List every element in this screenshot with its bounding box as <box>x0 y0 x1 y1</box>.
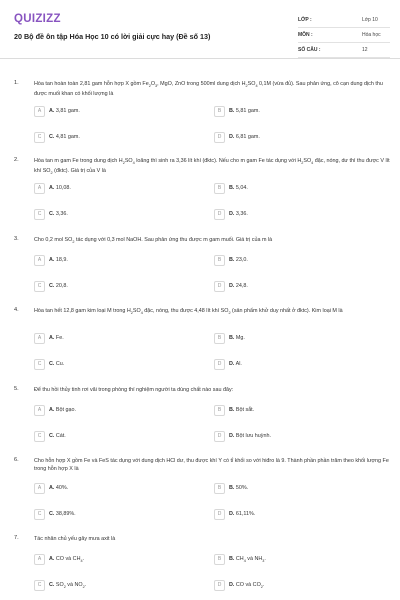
option-text: D. Al. <box>229 361 242 367</box>
option-text: A. 10,08. <box>49 185 71 191</box>
answer-option-b[interactable] <box>214 183 374 195</box>
option-letter-box: C <box>34 359 45 370</box>
answer-option-c[interactable] <box>34 209 194 221</box>
option-letter-box: D <box>214 580 225 591</box>
answer-option-c[interactable] <box>34 509 194 521</box>
option-text: D. 6,81 gam. <box>229 134 260 140</box>
answer-option-d[interactable] <box>214 132 374 144</box>
answer-option-c[interactable] <box>34 580 194 592</box>
option-letter-box: A <box>34 483 45 494</box>
option-letter-box: B <box>214 255 225 266</box>
option-text: A. 40%. <box>49 485 69 491</box>
option-text: B. 23,0. <box>229 257 248 263</box>
option-text: A. 18,9. <box>49 257 68 263</box>
question-text: Để thu hồi thủy tinh rơi vãi trong phòng thí nghiệm người ta dùng chất nào sau đây: <box>34 387 234 393</box>
answer-option-d[interactable] <box>214 281 374 293</box>
option-text: B. $CH_4$ và $NH_3$. <box>229 556 266 564</box>
answer-option-c[interactable] <box>34 359 194 371</box>
question-text: Hòa tan hết 12,8 gam kim loại M trong $H_2SO_4$ đặc, nóng, thu được 4,48 lít khí $SO_2$ (sản phẩm khử duy nhất ở đktc). Kim loại M là <box>34 308 343 316</box>
answer-option-b[interactable] <box>214 255 374 267</box>
answer-option-d[interactable] <box>214 359 374 371</box>
option-text: D. Bột lưu huỳnh. <box>229 433 271 439</box>
answer-option-a[interactable] <box>34 554 194 566</box>
question-number: 7. <box>14 535 19 541</box>
option-letter-box: A <box>34 255 45 266</box>
meta-value: 12 <box>362 47 368 53</box>
option-text: A. Fe. <box>49 335 64 341</box>
question-text: Hòa tan hoàn toàn 2,81 gam hỗn hợp X gồm $Fe_2O_3$, MgO, ZnO trong 500ml dung dịch $H_2SO_4$ 0,1M (vừa đủ). Sau phản ứng, cô cạn dung dịch thu được muối khan có khối lượng là <box>34 81 383 98</box>
answer-option-a[interactable] <box>34 255 194 267</box>
option-text: C. 4,81 gam. <box>49 134 80 140</box>
question-text: Tác nhân chủ yếu gây mưa axit là <box>34 536 116 542</box>
meta-value: Hóa học <box>362 32 381 38</box>
meta-row-count <box>298 44 390 58</box>
option-letter-box: A <box>34 333 45 344</box>
answer-option-b[interactable] <box>214 106 374 118</box>
option-letter-box: C <box>34 580 45 591</box>
option-text: A. Bột gạo. <box>49 407 76 413</box>
answer-option-c[interactable] <box>34 132 194 144</box>
option-letter-box: B <box>214 183 225 194</box>
answer-option-a[interactable] <box>34 333 194 345</box>
answer-option-d[interactable] <box>214 209 374 221</box>
option-text: D. 61,11%. <box>229 511 256 517</box>
option-letter-box: D <box>214 509 225 520</box>
quizizz-logo: QUIZIZZ <box>14 13 61 25</box>
answer-option-a[interactable] <box>34 483 194 495</box>
option-text: C. Cu. <box>49 361 65 367</box>
option-text: C. 3,36. <box>49 211 68 217</box>
question-number: 6. <box>14 457 19 463</box>
option-letter-box: D <box>214 209 225 220</box>
option-letter-box: C <box>34 132 45 143</box>
option-text: C. 20,8. <box>49 283 68 289</box>
option-letter-box: D <box>214 431 225 442</box>
option-letter-box: B <box>214 405 225 416</box>
option-text: D. 24,8. <box>229 283 248 289</box>
option-text: B. 5,04. <box>229 185 248 191</box>
option-letter-box: A <box>34 405 45 416</box>
option-text: D. 3,36. <box>229 211 248 217</box>
answer-option-c[interactable] <box>34 431 194 443</box>
question-number: 3. <box>14 236 19 242</box>
question-text: Cho 0,2 mol $SO_2$ tác dụng với 0,3 mol NaOH. Sau phản ứng thu được m gam muối. Giá trị của m là <box>34 237 273 245</box>
answer-option-a[interactable] <box>34 405 194 417</box>
meta-label: SỐ CÂU : <box>298 47 321 53</box>
meta-label: LỚP : <box>298 17 312 23</box>
meta-value: Lớp 10 <box>362 17 378 23</box>
option-letter-box: C <box>34 281 45 292</box>
option-letter-box: C <box>34 509 45 520</box>
meta-row-grade <box>298 14 390 28</box>
answer-option-d[interactable] <box>214 580 374 592</box>
option-text: A. 3,81 gam. <box>49 108 80 114</box>
page-title: 20 Bộ đề ôn tập Hóa Học 10 có lời giải cực hay (Đề số 13) <box>14 32 211 41</box>
option-letter-box: C <box>34 431 45 442</box>
option-letter-box: B <box>214 106 225 117</box>
option-text: B. Mg. <box>229 335 245 341</box>
option-letter-box: D <box>214 281 225 292</box>
answer-option-d[interactable] <box>214 431 374 443</box>
option-letter-box: B <box>214 483 225 494</box>
answer-option-b[interactable] <box>214 405 374 417</box>
meta-label: MÔN : <box>298 32 313 38</box>
answer-option-a[interactable] <box>34 106 194 118</box>
answer-option-d[interactable] <box>214 509 374 521</box>
option-letter-box: A <box>34 106 45 117</box>
question-number: 2. <box>14 157 19 163</box>
answer-option-b[interactable] <box>214 483 374 495</box>
option-letter-box: C <box>34 209 45 220</box>
option-letter-box: B <box>214 333 225 344</box>
option-letter-box: D <box>214 359 225 370</box>
option-letter-box: D <box>214 132 225 143</box>
option-text: B. 5,81 gam. <box>229 108 260 114</box>
option-text: D. CO và $CO_2$. <box>229 582 265 590</box>
question-number: 4. <box>14 307 19 313</box>
question-text: Cho hỗn hợp X gồm Fe và FeS tác dụng với dung dịch HCl dư, thu được khí Y có tỉ khối so với hiđro là 9. Thành phần phần trăm theo khối lượng Fe trong hỗn hợp X là <box>34 458 389 472</box>
option-text: A. CO và $CH_4$. <box>49 556 85 564</box>
option-text: C. $SO_2$ và $NO_2$. <box>49 582 87 590</box>
option-letter-box: B <box>214 554 225 565</box>
meta-row-subject <box>298 29 390 43</box>
option-text: C. 38,89%. <box>49 511 76 517</box>
meta-table <box>298 14 390 59</box>
answer-option-a[interactable] <box>34 183 194 195</box>
question-number: 5. <box>14 386 19 392</box>
question-text: Hòa tan m gam Fe trong dung dịch $H_2SO_4$ loãng thì sinh ra 3,36 lít khí (đktc). Nếu cho m gam Fe tác dụng với $H_2SO_4$ đặc, nóng, dư thì thu được V lít khí $SO_2$ (đktc). Giá trị của V là <box>34 158 390 176</box>
answer-option-b[interactable] <box>214 333 374 345</box>
answer-option-b[interactable] <box>214 554 374 566</box>
answer-option-c[interactable] <box>34 281 194 293</box>
option-letter-box: A <box>34 183 45 194</box>
question-number: 1. <box>14 80 19 86</box>
option-text: C. Cát. <box>49 433 66 439</box>
option-text: B. Bột sắt. <box>229 407 255 413</box>
header-divider <box>0 58 400 59</box>
option-text: B. 50%. <box>229 485 249 491</box>
option-letter-box: A <box>34 554 45 565</box>
